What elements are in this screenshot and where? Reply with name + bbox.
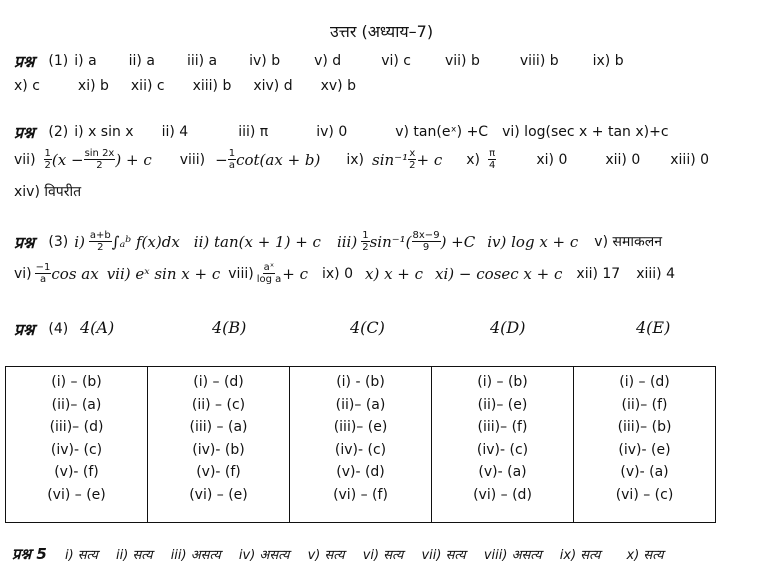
fraction: $\frac{8x-9}{9}$ <box>412 230 440 253</box>
math-text: sin⁻¹( <box>369 232 412 251</box>
answer-index: vi) <box>14 265 32 282</box>
math-text: (x − <box>51 150 84 169</box>
answer-index: iii) <box>336 232 358 251</box>
match-pair: (iii)– (d) <box>49 419 104 435</box>
answer-item: viii) असत्य <box>483 548 542 563</box>
question-label: प्रश्न <box>14 320 35 339</box>
question-3-row-2 <box>14 262 675 285</box>
answer-item: ii) 4 <box>161 124 189 140</box>
answer-item: vi) log(sec x + tan x)+c <box>502 124 669 140</box>
answer-item: ii) a <box>128 53 155 69</box>
match-pair: (iv)- (b) <box>192 441 245 458</box>
match-pair: (ii)– (e) <box>477 396 528 413</box>
question-2-row-1 <box>14 121 669 143</box>
math-text: − <box>215 150 228 169</box>
match-pair: (v)- (a) <box>478 464 527 480</box>
answer-item: v) tan(eˣ) +C <box>395 124 489 140</box>
match-pair: (i) – (d) <box>193 374 244 390</box>
match-pair: (vi) – (e) <box>47 486 106 503</box>
question-5-row <box>12 544 664 564</box>
match-pair: (iii) – (a) <box>189 419 248 435</box>
answer-item: i) x sin x <box>74 124 134 140</box>
match-pair: (vi) – (d) <box>473 486 532 503</box>
column-header: 4(E) <box>636 318 671 337</box>
answer-item: xi) − cosec x + c <box>435 264 563 283</box>
answer-item: xii) 17 <box>576 265 621 282</box>
answer-item: v) समाकलन <box>594 234 662 250</box>
match-pair: (i) – (d) <box>619 374 670 390</box>
column-header: 4(C) <box>350 318 385 337</box>
question-number: (2) <box>48 124 69 140</box>
match-column-e <box>574 367 716 523</box>
answer-item: vi) सत्य <box>362 548 404 563</box>
answer-item: xiii) 0 <box>670 151 710 168</box>
question-number: (1) <box>48 53 69 69</box>
answer-item: xiii) 4 <box>636 265 675 282</box>
answer-item: iv) log x + c <box>487 232 579 251</box>
answer-item: xi) 0 <box>536 151 568 168</box>
match-pair: (ii)– (a) <box>335 396 386 413</box>
math-text: + c <box>416 150 443 169</box>
answer-item: xiv) d <box>253 78 293 94</box>
question-label: प्रश्न 5 <box>12 545 47 563</box>
answer-index: viii) <box>228 265 254 282</box>
answer-item: x) x + c <box>365 264 424 283</box>
fraction: $\frac{x}{2}$ <box>409 148 416 171</box>
column-header: 4(D) <box>490 318 526 337</box>
answer-item: xv) b <box>320 78 356 94</box>
math-text: + c <box>282 264 308 283</box>
answer-item: vi) c <box>381 53 411 69</box>
match-column-c <box>290 367 432 523</box>
match-column-a <box>6 367 148 523</box>
match-pair: (v)- (a) <box>620 464 669 480</box>
match-pair: (vi) – (c) <box>615 486 674 503</box>
math-text: ∫ₐᵇ f(x)dx <box>111 232 180 251</box>
answer-item: x) c <box>14 78 40 94</box>
answer-item: iv) 0 <box>316 124 348 140</box>
answer-item: ix) सत्य <box>559 548 601 563</box>
fraction: $\frac{1}{2}$ <box>44 148 51 171</box>
fraction: $\frac{\sin 2x}{2}$ <box>84 148 115 171</box>
math-text: ) + c <box>115 150 152 169</box>
column-header: 4(B) <box>212 318 247 337</box>
question-number: (4) <box>48 321 69 337</box>
question-1-row-1 <box>14 50 624 72</box>
question-4-header <box>14 318 76 340</box>
match-pair: (ii) – (c) <box>191 396 246 413</box>
page-title: उत्तर (अध्याय–7) <box>330 22 434 41</box>
answer-index: vii) <box>14 151 36 168</box>
answer-item: v) सत्य <box>307 548 345 563</box>
match-column-b <box>148 367 290 523</box>
answer-item: iv) असत्य <box>238 548 290 563</box>
question-label: प्रश्न <box>14 232 35 252</box>
match-pair: (iii)– (f) <box>477 419 528 435</box>
match-table <box>5 366 716 523</box>
match-pair: (ii)– (a) <box>51 396 102 413</box>
math-text: ) +C <box>440 232 476 251</box>
math-text: sin⁻¹ <box>372 150 409 169</box>
question-1-row-2 <box>14 78 356 94</box>
answer-item: v) d <box>314 53 342 69</box>
answer-item: vii) eˣ sin x + c <box>106 264 221 283</box>
question-label: प्रश्न <box>14 52 35 71</box>
fraction: $\frac{a+b}{2}$ <box>89 230 111 253</box>
fraction: $\frac{\text{aˣ}}{\text{log a}}$ <box>256 262 282 285</box>
answer-item: vii) b <box>444 53 480 69</box>
match-pair: (ii)– (f) <box>621 396 668 413</box>
answer-item: iii) असत्य <box>170 548 221 563</box>
fraction: $\frac{-1}{a}$ <box>35 262 51 285</box>
answer-item: ii) सत्य <box>116 548 153 563</box>
answer-item: x) सत्य <box>626 548 664 563</box>
question-2-row-2 <box>14 148 709 171</box>
math-text: cos ax <box>51 264 99 283</box>
answer-item: ix) 0 <box>322 265 353 282</box>
answer-item: xiii) b <box>192 78 232 94</box>
answer-index: viii) <box>179 151 206 168</box>
question-number: (3) <box>48 233 69 250</box>
answer-item: xii) c <box>130 78 165 94</box>
column-header: 4(A) <box>80 318 115 337</box>
answer-item: i) सत्य <box>64 548 98 563</box>
match-pair: (i) - (b) <box>336 374 385 390</box>
match-column-d <box>432 367 574 523</box>
answer-index: i) <box>74 232 85 251</box>
answer-item: xii) 0 <box>605 151 641 168</box>
match-pair: (iv)- (c) <box>334 441 387 458</box>
question-label: प्रश्न <box>14 123 35 142</box>
answer-item: viii) b <box>519 53 559 69</box>
answer-item: ix) b <box>592 53 624 69</box>
match-pair: (i) – (b) <box>51 374 102 390</box>
match-pair: (vi) – (e) <box>189 486 248 503</box>
match-pair: (v)- (f) <box>54 464 99 480</box>
match-pair: (iv)- (c) <box>476 441 529 458</box>
question-2-row-3 <box>14 182 81 201</box>
answer-item: iii) π <box>238 124 269 140</box>
match-pair: (iii)– (b) <box>617 419 672 435</box>
match-pair: (v)- (f) <box>196 464 241 480</box>
answer-item: vii) सत्य <box>421 548 466 563</box>
answer-item: xi) b <box>77 78 109 94</box>
match-pair: (i) – (b) <box>477 374 528 390</box>
answer-item: iv) b <box>249 53 281 69</box>
fraction: $\frac{\pi}{4}$ <box>488 148 496 171</box>
fraction: $\frac{1}{a}$ <box>228 148 236 171</box>
answer-index: ix) <box>346 151 365 168</box>
match-pair: (v)- (d) <box>336 464 385 480</box>
answer-index: x) <box>466 151 480 168</box>
answer-item: xiv) विपरीत <box>14 184 82 200</box>
answer-item: ii) tan(x + 1) + c <box>193 232 321 251</box>
match-pair: (iv)- (c) <box>50 441 103 458</box>
math-text: cot(ax + b) <box>236 150 321 169</box>
question-3-row-1 <box>14 230 662 253</box>
match-pair: (iii)– (e) <box>333 419 388 435</box>
fraction: $\frac{1}{2}$ <box>362 230 369 253</box>
match-pair: (vi) – (f) <box>333 486 388 503</box>
match-pair: (iv)- (e) <box>618 441 671 458</box>
answer-item: iii) a <box>186 53 218 69</box>
answer-item: i) a <box>74 53 97 69</box>
